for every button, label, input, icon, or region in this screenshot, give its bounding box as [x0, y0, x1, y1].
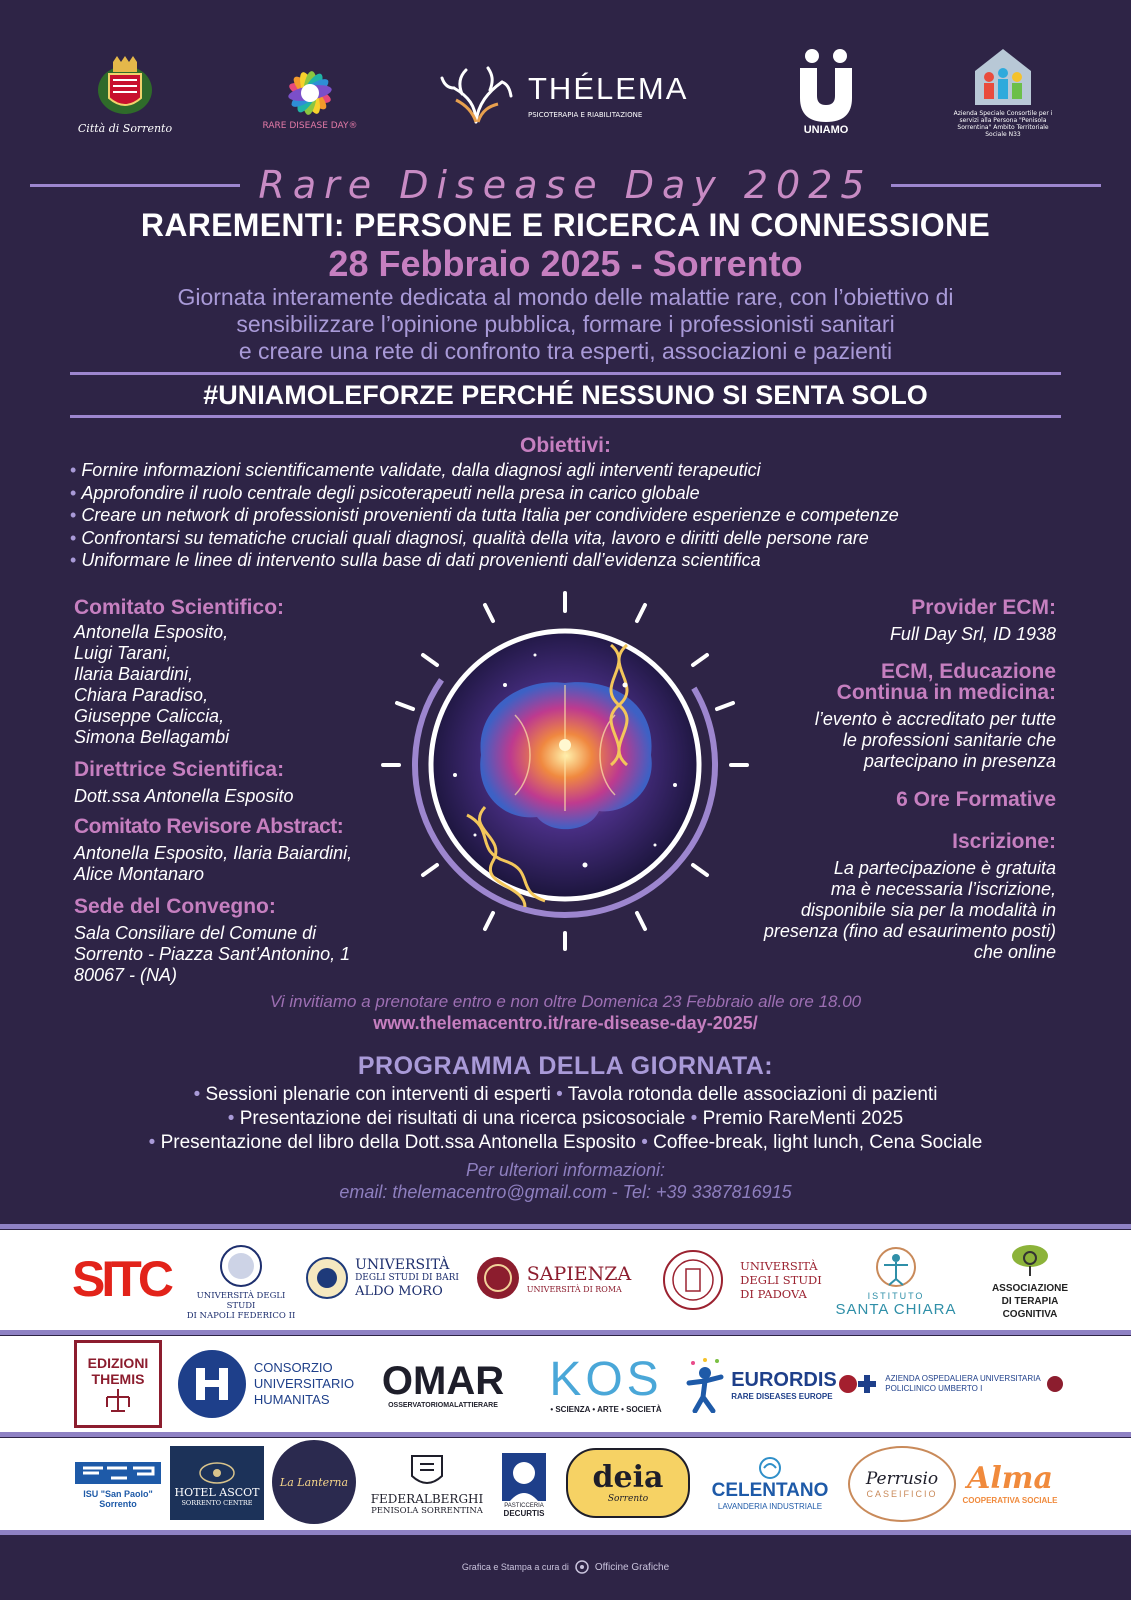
objective-item: • Creare un network di professionisti provenienti da tutta Italia per condividere esperienze e competenze	[70, 504, 1110, 527]
padova-line: UNIVERSITÀ	[740, 1259, 818, 1273]
deia-text: deia	[592, 1460, 664, 1495]
booking-note: Vi invitiamo a prenotare entro e non oltre Domenica 23 Febbraio alle ore 18.00	[269, 992, 862, 1011]
padova-seal-icon	[662, 1249, 724, 1311]
perrusio-text: Perrusio	[865, 1469, 939, 1489]
humanitas-h-icon	[176, 1348, 248, 1420]
credits-brand: Officine Grafiche	[594, 1561, 670, 1573]
ecm-line: l’evento è accreditato per tutte	[814, 709, 1056, 729]
sponsor-decurtis-logo	[488, 1440, 560, 1528]
sponsor-napoli-logo	[182, 1238, 300, 1326]
sponsor-isu-logo	[72, 1452, 164, 1516]
band-divider	[0, 1530, 1131, 1535]
santa-chiara-figure-icon	[874, 1245, 918, 1289]
ecm-line: le professioni sanitarie che	[842, 730, 1056, 750]
sponsor-row-3	[0, 1438, 1131, 1530]
contacts-line[interactable]: email: thelemacentro@gmail.com - Tel: +39 3387816915	[339, 1182, 792, 1202]
sponsor-atc-logo	[970, 1238, 1090, 1324]
credits-text: Grafica e Stampa a cura di	[461, 1562, 569, 1572]
sponsor-row-1	[0, 1230, 1131, 1330]
sapienza-line: UNIVERSITÀ DI ROMA	[526, 1284, 622, 1294]
kos-text: KOS	[549, 1352, 663, 1406]
sapienza-small-seal-icon	[1046, 1375, 1064, 1393]
celentano-swirl-icon	[755, 1456, 785, 1480]
sponsor-row-2	[0, 1336, 1131, 1432]
iscrizione-line: ma è necessaria l’iscrizione,	[830, 879, 1056, 899]
sponsor-padova-logo	[652, 1240, 832, 1320]
eurordis-text: EURORDIS	[731, 1369, 837, 1391]
sponsor-perrusio-logo	[848, 1446, 956, 1522]
celentano-text: CELENTANO	[711, 1479, 829, 1501]
comitato-name: Giuseppe Caliccia,	[74, 706, 225, 726]
sponsor-sitc-logo	[62, 1250, 180, 1308]
hashtag: #UNIAMOLEFORZE PERCHÉ NESSUNO SI SENTA SOLO	[203, 380, 928, 410]
comitato-name: Antonella Esposito,	[74, 622, 229, 642]
ecm-title-line: Continua in medicina:	[836, 681, 1056, 704]
sede-line: Sala Consiliare del Comune di	[74, 923, 317, 943]
band-divider	[0, 1432, 1131, 1437]
ecm-title-line: ECM, Educazione	[880, 660, 1056, 683]
sponsor-santa-chiara-logo	[826, 1240, 966, 1322]
right-column	[700, 596, 1056, 963]
brain-illustration	[375, 585, 755, 965]
kos-subtitle: • SCIENZA • ARTE • SOCIETÀ	[550, 1404, 662, 1414]
celentano-subtitle: LAVANDERIA INDUSTRIALE	[717, 1501, 823, 1511]
thelema-coral-icon	[438, 66, 514, 124]
program-item: Coffee-break, light lunch, Cena Sociale	[653, 1132, 983, 1153]
padova-line: DI PADOVA	[740, 1287, 807, 1301]
logo-thelema	[438, 58, 698, 132]
provider-title: Provider ECM:	[911, 596, 1056, 619]
event-title: Rare Disease Day 2025	[258, 163, 873, 207]
sapienza-line: SAPIENZA	[526, 1262, 632, 1285]
comitato-name: Ilaria Baiardini,	[74, 664, 194, 684]
comitato-name: Simona Bellagambi	[74, 727, 230, 747]
sede-line: 80067 - (NA)	[74, 965, 178, 985]
program-line: • Presentazione dei risultati di una ricerca psicosociale • Premio RareMenti 2025	[227, 1108, 904, 1129]
comitato-name: Luigi Tarani,	[74, 643, 172, 663]
intro-text	[40, 284, 1091, 365]
objective-item: • Approfondire il ruolo centrale degli psicoterapeuti nella presa in carico globale	[70, 482, 1110, 505]
objective-item: • Uniformare le linee di intervento sulla base di dati provenienti dall’evidenza scientifica	[70, 549, 1110, 572]
perrusio-subtitle: CASEIFICIO	[866, 1489, 938, 1499]
atc-line: DI TERAPIA	[1001, 1295, 1059, 1307]
federalberghi-line: PENISOLA SORRENTINA	[371, 1506, 483, 1516]
iscrizione-line: che online	[973, 942, 1056, 962]
program-item: Presentazione del libro della Dott.ssa Antonella Esposito	[160, 1132, 636, 1153]
provider-value: Full Day Srl, ID 1938	[889, 624, 1056, 644]
sponsor-la-lanterna-logo	[272, 1440, 356, 1524]
alma-text: Alma	[967, 1460, 1053, 1496]
federalberghi-line: FEDERALBERGHI	[370, 1492, 484, 1506]
santa-chiara-line: SANTA CHIARA	[835, 1300, 957, 1318]
band-divider	[0, 1330, 1131, 1335]
sitc-text: SITC	[72, 1251, 170, 1307]
iscrizione-title: Iscrizione:	[952, 830, 1056, 853]
sponsor-kos-logo	[540, 1348, 672, 1420]
objective-item: • Confrontarsi su tematiche cruciali quali diagnosi, qualità della vita, lavoro e diritti delle persone rare	[70, 527, 1110, 550]
sponsor-umberto-logo	[836, 1362, 1066, 1406]
sponsor-themis-logo	[74, 1340, 162, 1428]
thelema-name: THÉLEMA	[528, 71, 689, 106]
uniamo-u-icon	[796, 48, 856, 122]
uniamo-caption: UNIAMO	[803, 124, 849, 136]
sponsor-sapienza-logo	[472, 1248, 634, 1308]
direttrice-title: Direttrice Scientifica:	[74, 758, 285, 781]
program-item: Tavola rotonda delle associazioni di pazienti	[567, 1084, 938, 1105]
revisore-line: Antonella Esposito, Ilaria Baiardini,	[74, 843, 353, 863]
eurordis-subtitle: RARE DISEASES EUROPE	[731, 1392, 833, 1401]
comitato-scientifico-title: Comitato Scientifico:	[74, 596, 285, 619]
logo-uniamo	[784, 42, 868, 142]
azienda-caption: Azienda Speciale Consortile per i servizi alla Persona "Penisola Sorrentina" Ambito Territoriale Sociale N33	[953, 109, 1053, 138]
credits	[0, 1560, 1131, 1574]
bari-line: DEGLI STUDI DI BARI	[355, 1272, 459, 1283]
revisore-line: Alice Montanaro	[74, 864, 205, 884]
sponsor-eurordis-logo	[680, 1350, 840, 1420]
program-item: Presentazione dei risultati di una ricerca psicosociale	[239, 1108, 686, 1129]
ore-formative: 6 Ore Formative	[896, 788, 1056, 811]
omar-subtitle: OSSERVATORIOMALATTIERARE	[388, 1401, 498, 1409]
lanterna-text: La Lanterna	[279, 1475, 349, 1489]
napoli-line: DI NAPOLI FEDERICO II	[186, 1310, 296, 1321]
program-list	[0, 1083, 1131, 1155]
date-place: 28 Febbraio 2025 - Sorrento	[328, 243, 803, 284]
title-rule-right	[891, 184, 1101, 187]
direttrice-name: Dott.ssa Antonella Esposito	[74, 786, 294, 806]
sorrento-caption: Città di Sorrento	[77, 121, 173, 135]
revisore-title: Comitato Revisore Abstract:	[74, 815, 344, 838]
humanitas-line: CONSORZIO	[253, 1360, 333, 1375]
isu-line: ISU "San Paolo"	[83, 1488, 153, 1499]
rare-disease-day-hands-icon	[262, 53, 358, 119]
atc-tree-icon	[1008, 1242, 1052, 1278]
umberto-line: AZIENDA OSPEDALIERA UNIVERSITARIA	[885, 1374, 1041, 1383]
sponsor-federalberghi-logo	[360, 1444, 494, 1524]
isu-line: Sorrento	[99, 1498, 137, 1509]
deia-subtitle: Sorrento	[607, 1494, 649, 1504]
left-column	[74, 596, 404, 986]
isu-mark-icon	[75, 1460, 161, 1486]
humanitas-line: UNIVERSITARIO	[253, 1376, 355, 1391]
program-item: Premio RareMenti 2025	[702, 1108, 904, 1129]
sede-title: Sede del Convegno:	[74, 895, 276, 918]
thelema-subtitle: PSICOTERAPIA E RIABILITAZIONE	[528, 111, 643, 119]
themis-line: THEMIS	[91, 1371, 145, 1387]
bari-seal-icon	[305, 1256, 349, 1300]
logo-citta-di-sorrento	[70, 48, 180, 140]
padova-line: DEGLI STUDI	[740, 1273, 822, 1287]
rdd-caption: RARE DISEASE DAY®	[262, 121, 358, 131]
santa-chiara-line: ISTITUTO	[867, 1290, 925, 1301]
program-title: PROGRAMMA DELLA GIORNATA:	[357, 1052, 774, 1080]
umberto-line: POLICLINICO UMBERTO I	[885, 1384, 983, 1393]
event-title-row	[0, 162, 1131, 208]
alma-subtitle: COOPERATIVA SOCIALE	[962, 1495, 1058, 1505]
iscrizione-line: disponibile sia per la modalità in	[800, 900, 1056, 920]
objectives-title: Obiettivi:	[519, 434, 611, 457]
sede-line: Sorrento - Piazza Sant’Antonino, 1	[74, 944, 351, 964]
decurtis-portrait-icon	[500, 1451, 548, 1503]
sapienza-seal-icon	[475, 1255, 521, 1301]
ascot-line: SORRENTO CENTRE	[181, 1498, 253, 1507]
hashtag-rule-top	[70, 372, 1061, 375]
ecm-line: partecipano in presenza	[863, 751, 1056, 771]
humanitas-line: HUMANITAS	[253, 1392, 330, 1407]
officine-grafiche-icon	[575, 1560, 589, 1574]
iscrizione-line: La partecipazione è gratuita	[833, 858, 1056, 878]
sponsor-celentano-logo	[696, 1452, 844, 1514]
sorrento-crest-icon	[95, 54, 155, 118]
intro-line: Giornata interamente dedicata al mondo delle malattie rare, con l’obiettivo di	[177, 284, 954, 310]
ascot-carriage-icon	[197, 1460, 237, 1486]
objectives-list	[70, 459, 1110, 572]
objective-item: • Fornire informazioni scientificamente validate, dalla diagnosi agli interventi terapeutici	[70, 459, 1110, 482]
themis-line: EDIZIONI	[87, 1355, 149, 1371]
decurtis-line: DECURTIS	[503, 1508, 545, 1518]
sponsor-omar-logo	[366, 1352, 520, 1416]
sponsor-bari-logo	[304, 1248, 460, 1308]
contacts-label: Per ulteriori informazioni:	[465, 1160, 666, 1180]
sponsor-alma-logo	[958, 1452, 1062, 1514]
napoli-seal-icon	[219, 1244, 263, 1288]
logo-azienda-speciale-consortile	[944, 42, 1062, 142]
hashtag-rule-bottom	[70, 415, 1061, 418]
eurordis-figure-icon	[683, 1357, 727, 1413]
bari-line: UNIVERSITÀ	[355, 1256, 450, 1273]
band-divider	[0, 1224, 1131, 1229]
title-rule-left	[30, 184, 240, 187]
ascot-line: HOTEL ASCOT	[174, 1485, 260, 1499]
sponsor-humanitas-logo	[172, 1346, 358, 1422]
sponsor-hotel-ascot-logo	[170, 1446, 264, 1520]
omar-text: OMAR	[381, 1358, 505, 1403]
booking-url-link[interactable]: www.thelemacentro.it/rare-disease-day-2025/	[373, 1013, 758, 1033]
comitato-name: Chiara Paradiso,	[74, 685, 209, 705]
themis-scales-icon	[103, 1387, 133, 1413]
intro-line: sensibilizzare l’opinione pubblica, formare i professionisti sanitari	[236, 311, 895, 337]
atc-line: ASSOCIAZIONE	[991, 1282, 1069, 1294]
umberto-cross-icon	[838, 1373, 880, 1395]
intro-line: e creare una rete di confronto tra esperti, associazioni e pazienti	[238, 338, 893, 364]
program-line: • Sessioni plenarie con interventi di esperti • Tavola rotonda delle associazioni di pazienti	[193, 1084, 938, 1105]
sponsor-deia-logo	[566, 1448, 690, 1518]
atc-line: COGNITIVA	[1002, 1308, 1058, 1320]
bari-line: ALDO MORO	[355, 1283, 443, 1299]
decurtis-line: PASTICCERIA	[504, 1502, 544, 1509]
federalberghi-crest-icon	[408, 1452, 446, 1492]
napoli-line: UNIVERSITÀ DEGLI STUDI	[196, 1290, 286, 1311]
azienda-house-icon	[973, 47, 1033, 107]
main-title: RAREMENTI: PERSONE E RICERCA IN CONNESSIONE	[140, 207, 991, 243]
logo-rare-disease-day	[255, 45, 365, 140]
iscrizione-line: presenza (fino ad esaurimento posti)	[763, 921, 1056, 941]
program-item: Sessioni plenarie con interventi di esperti	[205, 1084, 551, 1105]
program-line: • Presentazione del libro della Dott.ssa Antonella Esposito • Coffee-break, light lunch, Cena Sociale	[148, 1132, 983, 1153]
